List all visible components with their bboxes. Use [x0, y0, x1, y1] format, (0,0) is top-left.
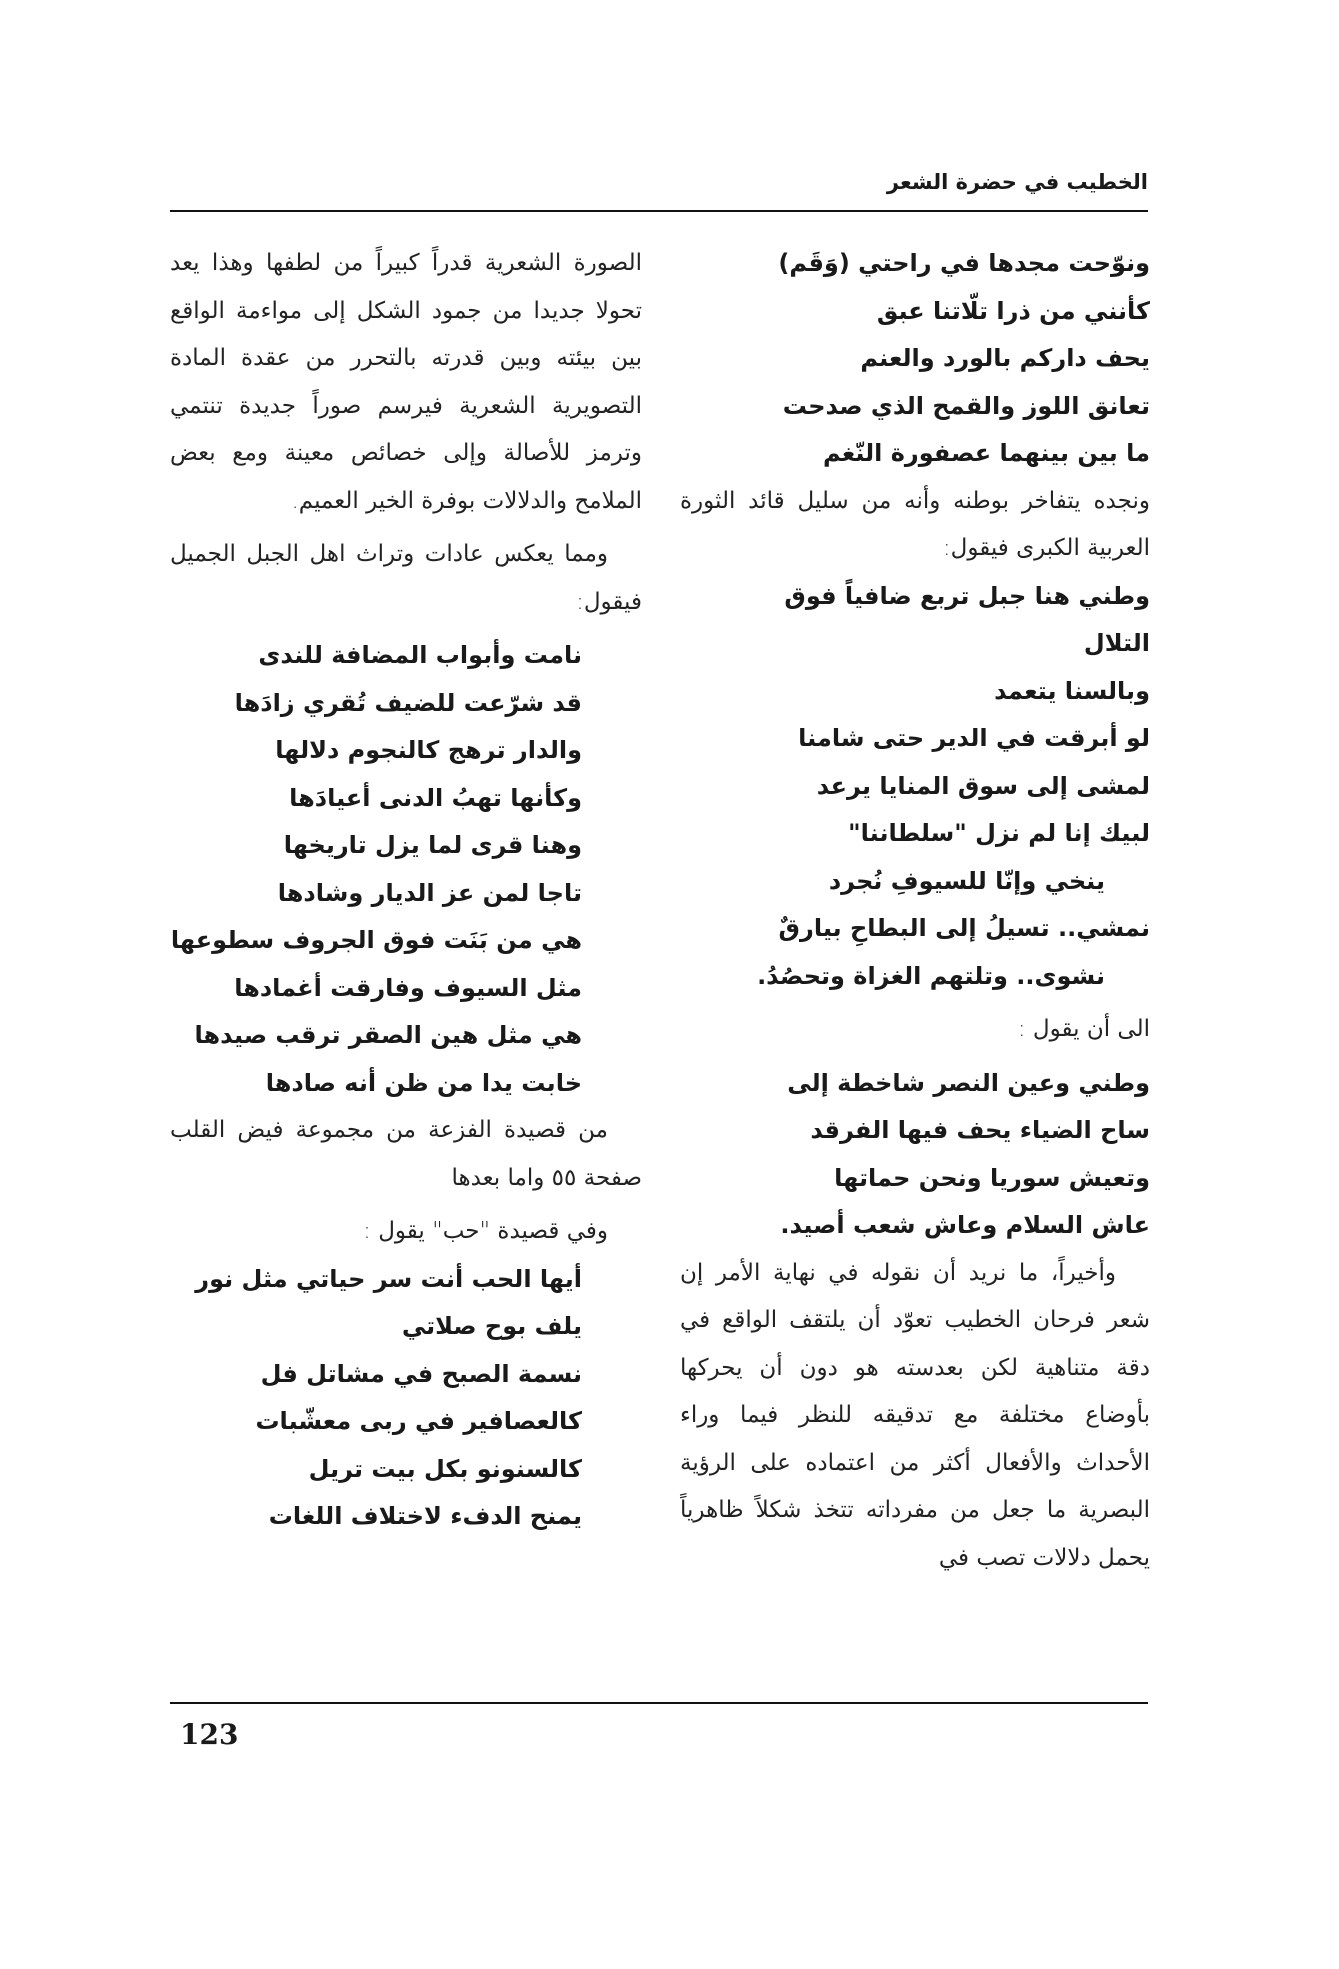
verse-line: وتعيش سوريا ونحن حماتها — [834, 1163, 1150, 1192]
paragraph: الصورة الشعرية قدراً كبيراً من لطفها وهذا يعد تحولا جديدا من جمود الشكل إلى مواءمة الواقع بين بيئته وبين قدرته بالتحرر من عقدة المادة التصويرية الشعرية فيرسم صوراً جديدة تنتمي وترمز للأصالة وإلى خصائص معينة ومع بعض الملامح والدلالات بوفرة الخير العميم. — [170, 250, 642, 514]
verse-line: مثل السيوف وفارقت أغمادها — [234, 973, 582, 1002]
verse-block-5 — [170, 1256, 642, 1541]
header-title: الخطيب في حضرة الشعر — [886, 170, 1148, 194]
paragraph: الى أن يقول : — [1017, 1016, 1150, 1042]
verse-line: يحف داركم بالورد والعنم — [860, 344, 1150, 372]
left-column — [170, 240, 642, 1541]
verse-line: عاش السلام وعاش شعب أصيد. — [780, 1211, 1150, 1239]
page-number: 123 — [180, 1718, 239, 1751]
verse-line: وطني وعين النصر شاخطة إلى — [787, 1068, 1150, 1097]
verse-line: نشوى.. وتلتهم الغزاة وتحصُدُ. — [757, 961, 1105, 990]
verse-line: لو أبرقت في الدير حتى شامنا — [798, 724, 1150, 752]
paragraph: ومما يعكس عادات وتراث اهل الجبل الجميل فيقول: — [170, 541, 642, 615]
verse-line: نامت وأبواب المضافة للندى — [258, 641, 582, 669]
verse-line: لبيك إنا لم نزل "سلطاننا" — [848, 819, 1150, 847]
verse-line: خابت يدا من ظن أنه صادها — [265, 1068, 582, 1097]
verse-line: هي من بَنَت فوق الجروف سطوعها — [170, 926, 582, 954]
right-column — [680, 240, 1150, 1582]
paragraph: ونجده يتفاخر بوطنه وأنه من سليل قائد الثورة العربية الكبرى فيقول: — [680, 487, 1150, 561]
paragraph: من قصيدة الفزعة من مجموعة فيض القلب صفحة ٥٥ واما بعدها — [170, 1117, 642, 1191]
verse-line: أيها الحب أنت سر حياتي مثل نور — [195, 1264, 582, 1293]
paragraph: وأخيراً، ما نريد أن نقوله في نهاية الأمر إن شعر فرحان الخطيب تعوّد أن يلتقف الواقع في دقة متناهية لكن بعدسته هو دون أن يحركها بأوضاع مختلفة مع تدقيقه للنظر فيما وراء الأحداث والأفعال أكثر من اعتماده على الرؤية البصرية ما جعل من مفرداته تتخذ شكلاً ظاهرياً يحمل دلالات تصب في — [680, 1259, 1150, 1571]
verse-block-4 — [170, 632, 642, 1107]
verse-line: ما بين بينهما عصفورة النّغم — [823, 439, 1150, 467]
verse-line: نسمة الصبح في مشاتل فل — [260, 1359, 582, 1388]
verse-block-1 — [680, 240, 1150, 478]
verse-line: وطني هنا جبل تربع ضافياً فوق — [784, 581, 1150, 610]
verse-line: تاجا لمن عز الديار وشادها — [277, 878, 582, 907]
verse-line: تعانق اللوز والقمح الذي صدحت — [782, 391, 1150, 420]
verse-line: والدار ترهج كالنجوم دلالها — [275, 736, 582, 764]
footer-rule — [170, 1702, 1148, 1704]
verse-line: لمشى إلى سوق المنايا يرعد — [816, 771, 1150, 800]
verse-line: وبالسنا يتعمد — [994, 676, 1150, 705]
verse-block-2 — [680, 573, 1150, 1001]
paragraph: وفي قصيدة "حب" يقول : — [363, 1218, 608, 1244]
verse-block-3 — [680, 1060, 1150, 1250]
verse-line: كالعصافير في ربى معشّبات — [255, 1407, 582, 1435]
verse-line: وكأنها تهبُ الدنى أعيادَها — [289, 783, 582, 812]
verse-line: يلف بوح صلاتي — [401, 1312, 582, 1340]
verse-line: ساح الضياء يحف فيها الفرقد — [810, 1116, 1150, 1144]
verse-line: وهنا قرى لما يزل تاريخها — [283, 831, 582, 859]
header-rule — [170, 210, 1148, 212]
verse-line: قد شرّعت للضيف تُقري زادَها — [234, 688, 582, 717]
verse-line: كأنني من ذرا تلّاتنا عبق — [876, 296, 1150, 325]
verse-line: نمشي.. تسيلُ إلى البطاحِ بيارقٌ — [778, 914, 1150, 942]
verse-line: ونوّحت مجدها في راحتي (وَقَم) — [778, 249, 1150, 277]
verse-line: ينخي وإنّا للسيوفِ نُجرد — [828, 866, 1105, 895]
running-header — [170, 170, 1148, 194]
verse-line: كالسنونو بكل بيت تريل — [308, 1454, 582, 1483]
verse-line: يمنح الدفء لاختلاف اللغات — [268, 1502, 582, 1530]
verse-line: هي مثل هين الصقر ترقب صيدها — [194, 1021, 582, 1049]
verse-line: التلال — [1083, 629, 1150, 657]
